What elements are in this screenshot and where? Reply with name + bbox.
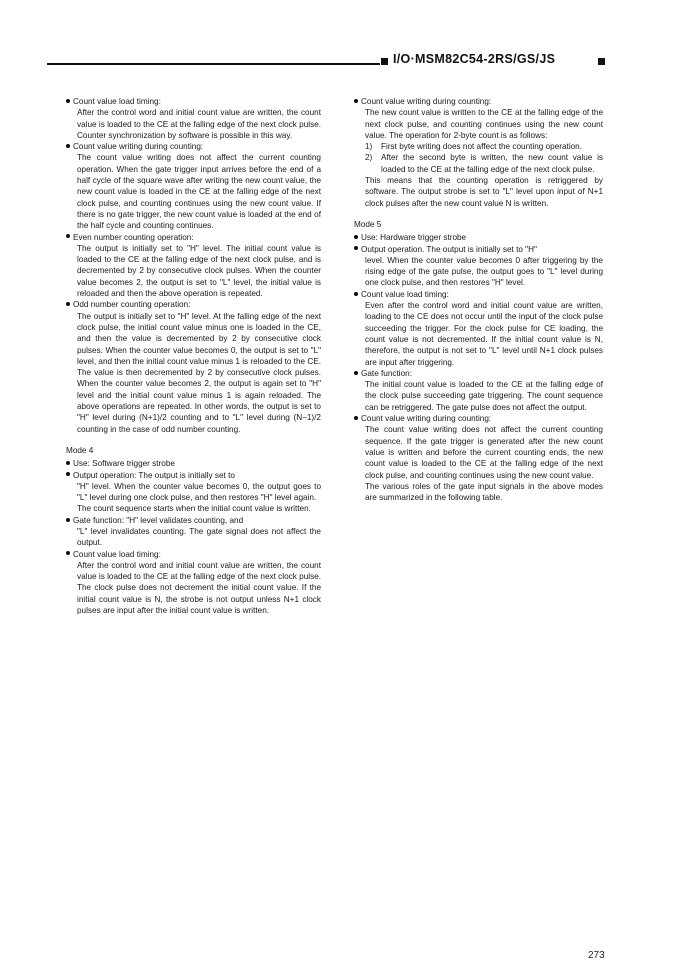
bullet-text: "H" level. When the counter value becomes 0, the output goes to "L" level during one clock pulse, and then restores "H" level again. bbox=[77, 481, 321, 503]
numbered-item-number: 2) bbox=[365, 153, 373, 163]
left-column bbox=[66, 96, 321, 616]
bullet-text: The initial count value is loaded to the CE at the falling edge of the clock pulse succeeding gate triggering. The count sequence can be retriggered. The gate pulse does not affect the output. bbox=[365, 380, 603, 412]
bullet-title: Count value load timing: bbox=[73, 97, 161, 106]
bullet-title: Gate function: bbox=[73, 515, 124, 525]
bullet-icon bbox=[354, 292, 358, 296]
bullet-gate-function bbox=[66, 515, 321, 549]
bullet-count-value-load-timing-mode5 bbox=[354, 289, 603, 368]
bullet-title: Use: Software trigger strobe bbox=[73, 459, 175, 469]
bullet-text: The new count value is written to the CE at the falling edge of the next clock pulse, and counting continues using the new count value. The operation for 2-byte count is as follows: bbox=[365, 108, 603, 140]
bullet-odd-number-counting bbox=[66, 299, 321, 435]
mode-5-heading: Mode 5 bbox=[354, 219, 382, 229]
numbered-item-text: First byte writing does not affect the counting operation. bbox=[381, 142, 583, 152]
bullet-title: Count value load timing: bbox=[73, 549, 161, 559]
bullet-icon bbox=[354, 99, 358, 103]
numbered-item bbox=[365, 141, 603, 152]
bullet-text: level. When the counter value becomes 0 after triggering by the rising edge of the gate pulse, the output goes to "L" level during one clock pulse, and then restores "H" level. bbox=[365, 255, 603, 288]
bullet-icon bbox=[354, 246, 358, 250]
bullet-title: Output operation: bbox=[73, 470, 137, 480]
bullet-text-inline: The output is initially set to bbox=[138, 470, 235, 480]
bullet-output-operation-mode5 bbox=[354, 244, 603, 289]
bullet-icon bbox=[354, 235, 358, 239]
bullet-icon bbox=[66, 472, 70, 476]
bullet-text-inline: The output is initially set to "H" bbox=[426, 244, 537, 254]
bullet-count-value-load-timing-mode4 bbox=[66, 549, 321, 617]
numbered-list bbox=[354, 141, 603, 175]
bullet-text: "L" level invalidates counting. The gate signal does not affect the output. bbox=[77, 526, 321, 548]
bullet-icon bbox=[354, 416, 358, 420]
bullet-text: Even after the control word and initial count value are written, loading to the CE does not occur until the input of the clock pulse succeeding the trigger. For the clock pulse for CE loading, the count value is not decremented. If the initial count value is N, therefore, the output is not set to "L" level until N+1 clock pulses are input after triggering. bbox=[365, 301, 603, 367]
bullet-title: Count value writing during counting: bbox=[361, 414, 492, 424]
bullet-text: After the control word and initial count value are written, the count value is loaded to the CE at the falling edge of the next clock pulse. The clock pulse does not decrement the initial count value. If the initial count value is N, the strobe is not output unless N+1 clock pulses are input after the initial count value is written. bbox=[77, 560, 321, 616]
bullet-text: The output is initially set to "H" level. The initial count value is loaded to the CE at the falling edge of the next clock pulse, and is decremented by 2 by consecutive clock pulses. When the counter value becomes 2, the output is set to "L" level, the initial value is reloaded and then the above operation is repeated. bbox=[77, 243, 321, 299]
header-rule bbox=[47, 63, 380, 65]
bullet-count-value-load-timing bbox=[66, 96, 321, 141]
numbered-item bbox=[365, 152, 603, 175]
bullet-count-value-writing bbox=[66, 141, 321, 231]
numbered-item-number: 1) bbox=[365, 142, 373, 152]
mode-4-heading: Mode 4 bbox=[66, 445, 94, 455]
page-number: 273 bbox=[588, 950, 605, 961]
bullet-icon bbox=[66, 461, 70, 465]
bullet-count-value-writing-mode5 bbox=[354, 413, 603, 503]
numbered-item-text: After the second byte is written, the new count value is loaded to the CE at the falling edge of the next clock pulse. bbox=[381, 153, 603, 174]
bullet-title: Output operation. bbox=[361, 244, 425, 254]
right-column bbox=[354, 96, 603, 503]
bullet-output-operation bbox=[66, 470, 321, 515]
bullet-text: The output is initially set to "H" level. At the falling edge of the next clock pulse, the initial count value minus one is loaded in the CE, and then the value is decremented by 2 by consecutive clock pulses. When the counter value becomes 0, the output is set to "L" level, and then the initial count value minus 1 is reloaded to the CE. The value is then decremented by 2 by consecutive clock pulses. When the counter value becomes 2, the output is again set to "H" level and the initial count value minus 1 is again reloaded. The above operations are repeated. In other words, the output is set to "H" level during (N+1)/2 counting and to "L" level during (N−1)/2 counting in the case of odd number counting. bbox=[77, 311, 321, 434]
bullet-icon bbox=[66, 144, 70, 148]
page-header-title: I/O·MSM82C54-2RS/GS/JS bbox=[393, 52, 556, 66]
bullet-title: Count value writing during counting: bbox=[73, 142, 204, 152]
bullet-even-number-counting bbox=[66, 232, 321, 300]
bullet-title: Count value load timing: bbox=[361, 289, 449, 299]
bullet-title: Count value writing during counting: bbox=[361, 97, 492, 106]
bullet-text-continued: The count sequence starts when the initial count value is written. bbox=[77, 504, 311, 514]
bullet-icon bbox=[66, 551, 70, 555]
bullet-icon bbox=[66, 302, 70, 306]
bullet-title: Use: Hardware trigger strobe bbox=[361, 233, 467, 243]
header-square-marker bbox=[381, 58, 388, 65]
bullet-icon bbox=[354, 371, 358, 375]
bullet-title: Even number counting operation: bbox=[73, 232, 194, 242]
header-square-marker-right bbox=[598, 58, 605, 65]
closing-paragraph: The various roles of the gate input signals in the above modes are summarized in the following table. bbox=[365, 481, 603, 503]
bullet-use-software-trigger bbox=[66, 458, 321, 469]
bullet-text: After the control word and initial count value are written, the count value is loaded to the CE at the falling edge of the next clock pulse. Counter synchronization by software is possible in this way. bbox=[77, 108, 321, 140]
bullet-text-continued: This means that the counting operation is retriggered by software. The output strobe is set to "L" level upon input of N+1 clock pulses after the new count value N is written. bbox=[365, 176, 603, 208]
bullet-count-value-writing-mode4 bbox=[354, 96, 603, 209]
bullet-text: The count value writing does not affect the current counting sequence. If the gate trigger is generated after the new count value is written and before the current counting ends, the new count value is loaded to the CE at the falling edge of the next clock pulse, and counting continues using the new count value. bbox=[365, 425, 603, 480]
bullet-text: The count value writing does not affect the current counting operation. When the gate trigger input arrives before the end of a half cycle of the square wave after writing the new count value, the new count value is loaded in the CE at the falling edge of the next clock pulse, and counting continues using the new count value. If there is no gate trigger, the new count value is loaded at the end of the half cycle and counting continues. bbox=[77, 153, 321, 231]
bullet-icon bbox=[66, 99, 70, 103]
bullet-icon bbox=[66, 234, 70, 238]
bullet-title: Odd number counting operation: bbox=[73, 300, 191, 310]
bullet-icon bbox=[66, 518, 70, 522]
bullet-title: Gate function: bbox=[361, 368, 412, 378]
bullet-gate-function-mode5 bbox=[354, 368, 603, 413]
bullet-use-hardware-trigger bbox=[354, 232, 603, 243]
bullet-text-inline: "H" level validates counting, and bbox=[126, 515, 244, 525]
